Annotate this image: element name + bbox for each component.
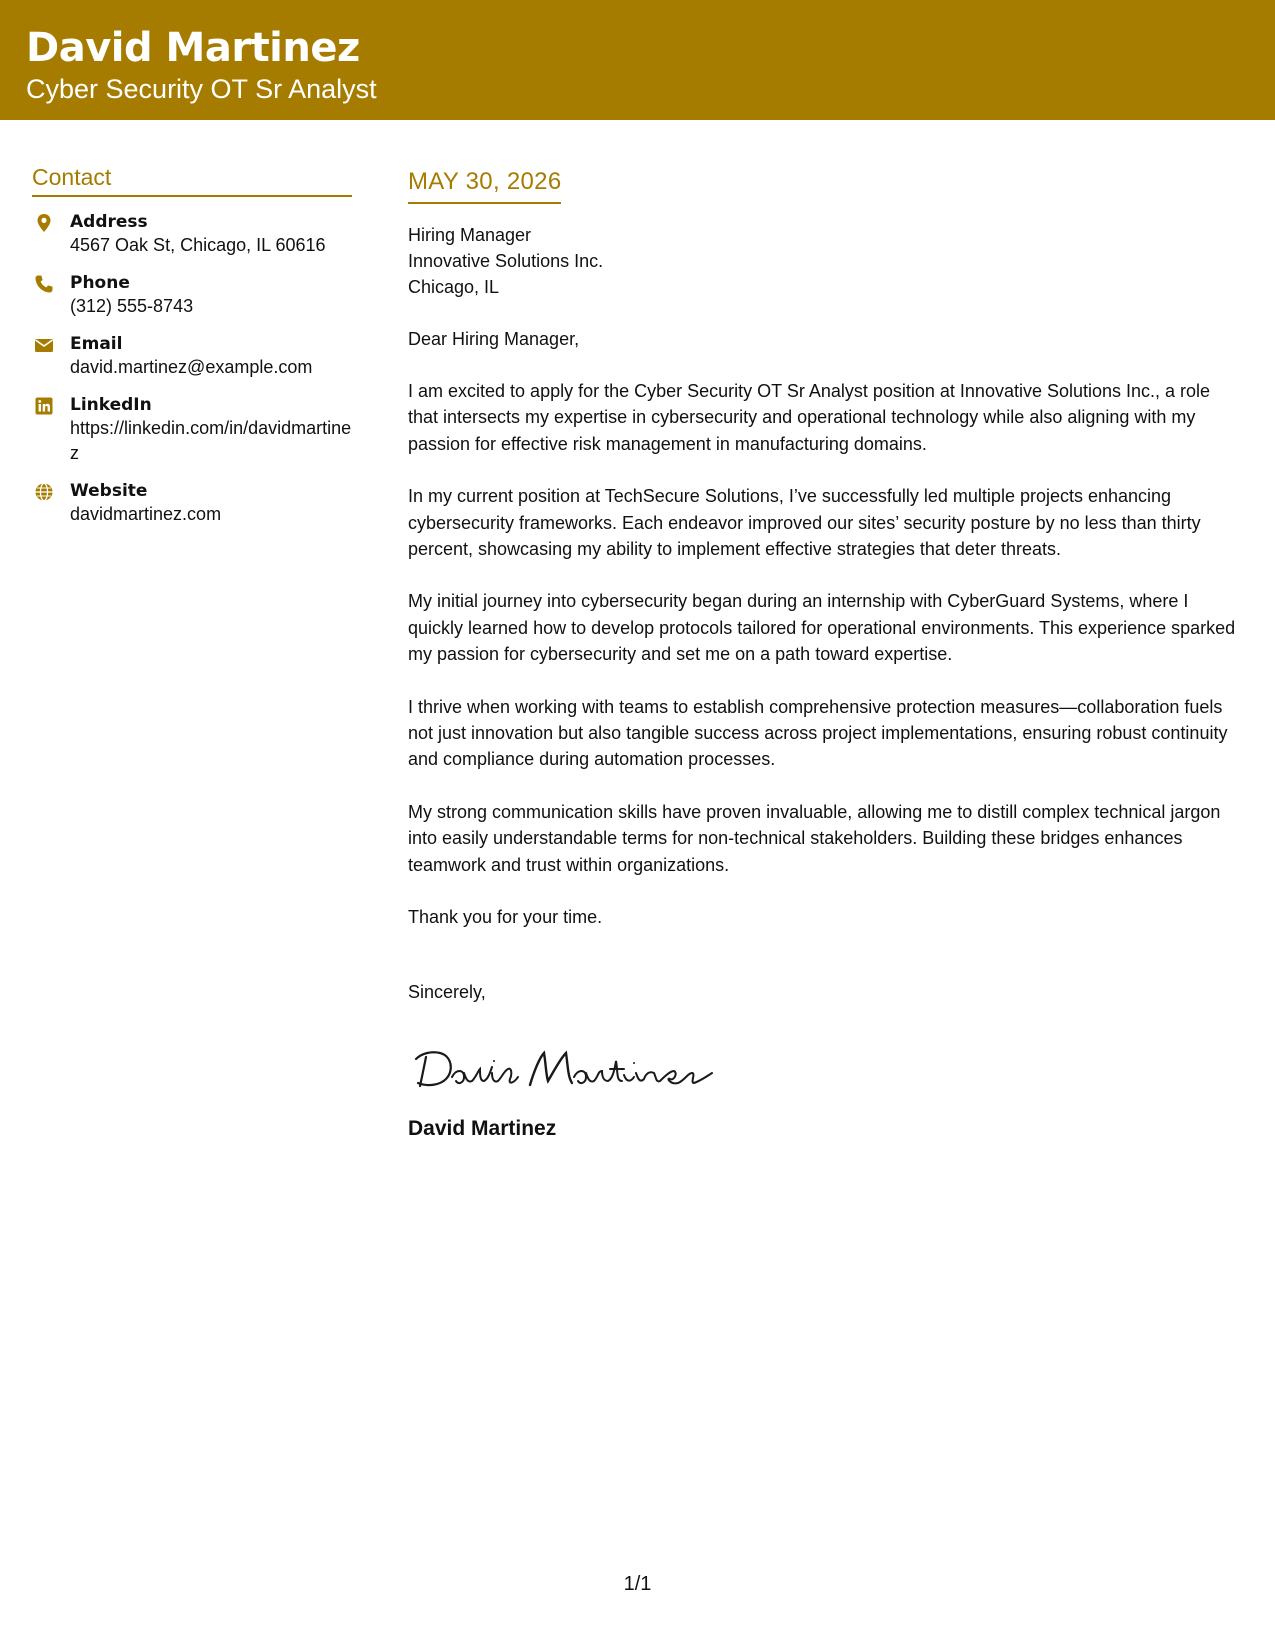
letter-paragraph: I thrive when working with teams to establish comprehensive protection measures—collaboration fuels not just innovation but also tangible success across project implementations, ensuring robust continuity and compliance during automation processes. bbox=[408, 696, 1228, 770]
handwritten-signature bbox=[408, 1031, 728, 1101]
letter-paragraph: My initial journey into cybersecurity began during an internship with CyberGuard Systems, where I quickly learned how to develop protocols tailored for operational environments. This experience sparked my passion for cybersecurity and set me on a path toward expertise. bbox=[408, 591, 1236, 665]
salutation: Dear Hiring Manager, bbox=[408, 329, 580, 349]
closing: Sincerely, bbox=[408, 981, 486, 1002]
letter-body bbox=[408, 166, 1243, 1143]
letter-paragraph: In my current position at TechSecure Solutions, I’ve successfully led multiple projects enhancing cybersecurity frameworks. Each endeavor improved our sites’ security posture by no less than thirty percent, showcasing my ability to implement effective strategies that deter threats. bbox=[408, 486, 1201, 560]
contact-value: (312) 555-8743 bbox=[70, 296, 194, 316]
page-number: 1/1 bbox=[623, 1573, 652, 1595]
contact-value: https://linkedin.com/in/davidmartinez bbox=[70, 418, 352, 463]
contact-value: davidmartinez.com bbox=[70, 504, 222, 524]
contact-item-linkedin bbox=[32, 394, 352, 466]
contact-label: Website bbox=[70, 481, 148, 501]
letter-date: MAY 30, 2026 bbox=[408, 166, 561, 204]
location-pin-icon bbox=[34, 213, 54, 233]
contact-sidebar bbox=[32, 162, 352, 541]
contact-item-phone bbox=[32, 272, 352, 319]
recipient-block bbox=[408, 222, 1243, 300]
contact-item-address bbox=[32, 211, 352, 258]
recipient-line: Hiring Manager bbox=[408, 225, 532, 245]
header-banner bbox=[0, 0, 1275, 120]
contact-label: Address bbox=[70, 212, 148, 232]
contact-value: 4567 Oak St, Chicago, IL 60616 bbox=[70, 235, 326, 255]
contact-item-website bbox=[32, 480, 352, 527]
letter-paragraph: I am excited to apply for the Cyber Security OT Sr Analyst position at Innovative Solutions Inc., a role that intersects my expertise in cybersecurity and operational technology while also aligning with my passion for effective risk management in manufacturing domains. bbox=[408, 381, 1211, 454]
contact-label: LinkedIn bbox=[70, 395, 152, 415]
contact-label: Email bbox=[70, 334, 123, 354]
letter-paragraph: Thank you for your time. bbox=[408, 907, 603, 928]
recipient-line: Chicago, IL bbox=[408, 277, 500, 297]
contact-label: Phone bbox=[70, 273, 130, 293]
phone-icon bbox=[34, 274, 54, 294]
applicant-title: Cyber Security OT Sr Analyst bbox=[26, 74, 377, 104]
signer-name: David Martinez bbox=[408, 1116, 557, 1140]
applicant-name: David Martinez bbox=[26, 25, 360, 71]
linkedin-icon bbox=[34, 396, 54, 416]
contact-section-title: Contact bbox=[32, 162, 352, 197]
recipient-line: Innovative Solutions Inc. bbox=[408, 251, 604, 271]
envelope-icon bbox=[34, 335, 54, 355]
letter-paragraph: My strong communication skills have proven invaluable, allowing me to distill complex technical jargon into easily understandable terms for non-technical stakeholders. Building these bridges enhances teamwork and trust within organizations. bbox=[408, 801, 1221, 875]
contact-item-email bbox=[32, 333, 352, 380]
contact-value: david.martinez@example.com bbox=[70, 357, 313, 377]
globe-icon bbox=[34, 482, 54, 502]
